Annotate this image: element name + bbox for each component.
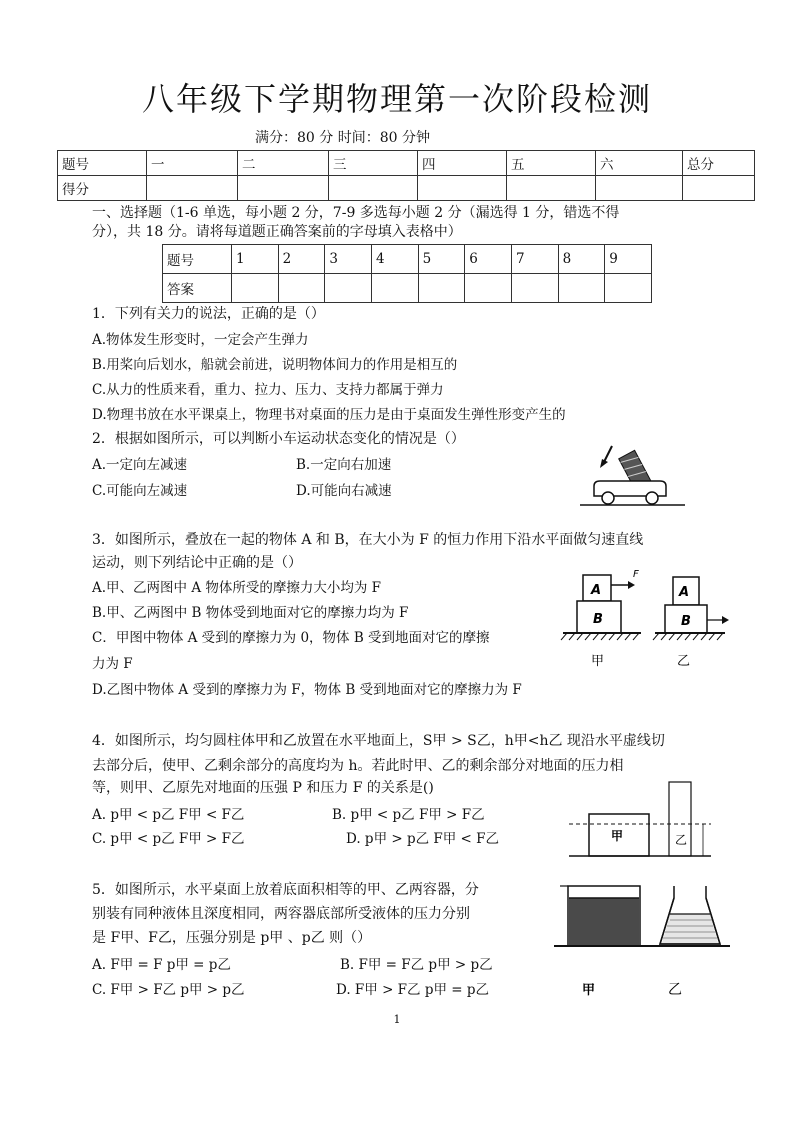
score-header-cell: 总分 — [683, 151, 755, 176]
answer-header-cell: 3 — [325, 245, 372, 274]
fig-label-yi: 乙 — [677, 654, 691, 669]
fig-label-a: A — [591, 583, 602, 598]
fig-label-yi: 乙 — [668, 982, 682, 998]
fig-label-b2: B — [681, 614, 691, 629]
fig-label-jia: 甲 — [582, 983, 596, 998]
answer-header-cell: 4 — [371, 245, 418, 274]
answer-header-cell: 7 — [511, 245, 558, 274]
score-header-cell: 一 — [147, 151, 238, 176]
answer-row-label: 答案 — [163, 274, 232, 303]
score-header-cell: 四 — [418, 151, 507, 176]
question-1-option-b: B.用桨向后划水，船就会前进，说明物体间力的作用是相互的 — [92, 357, 458, 373]
question-2-stem: 2．根据如图所示，可以判断小车运动状态变化的情况是（） — [92, 431, 465, 447]
score-table-row — [58, 176, 755, 201]
score-table-header-row — [58, 151, 755, 176]
score-header-cell: 五 — [507, 151, 596, 176]
fig-label-f: F — [633, 569, 639, 580]
score-cell[interactable] — [238, 176, 329, 201]
cylinders-figure — [565, 778, 715, 860]
question-3-stem: 运动，则下列结论中正确的是（） — [92, 555, 302, 571]
answer-header-cell: 题号 — [163, 245, 232, 274]
question-1-option-d: D.物理书放在水平课桌上，物理书对桌面的压力是由于桌面发生弹性形变产生的 — [92, 407, 566, 423]
fig-label-jia: 甲 — [591, 654, 605, 669]
question-4-stem: 去部分后，使甲、乙剩余部分的高度均为 h。若此时甲、乙的剩余部分对地面的压力相 — [92, 758, 624, 774]
question-2-option-b: B.一定向右加速 — [296, 457, 392, 473]
score-cell[interactable] — [147, 176, 238, 201]
fig-label-a2: A — [679, 585, 690, 600]
page-number: 1 — [393, 1013, 401, 1026]
cart-figure — [560, 440, 705, 512]
question-5-stem: 是 F甲、F乙，压强分别是 p甲 、p乙 则（） — [92, 930, 372, 946]
answer-header-cell: 9 — [605, 245, 652, 274]
page-title: 八年级下学期物理第一次阶段检测 — [141, 80, 652, 118]
answer-cell[interactable] — [232, 274, 279, 303]
answer-header-cell: 6 — [465, 245, 512, 274]
answer-header-cell: 5 — [418, 245, 465, 274]
question-3-option-d: D.乙图中物体 A 受到的摩擦力为 F，物体 B 受到地面对它的摩擦力为 F — [92, 682, 522, 698]
question-3-option-a: A.甲、乙两图中 A 物体所受的摩擦力大小均为 F — [92, 580, 382, 596]
answer-cell[interactable] — [558, 274, 605, 303]
score-row-label: 得分 — [58, 176, 147, 201]
answer-header-cell: 1 — [232, 245, 279, 274]
fig-label-yi: 乙 — [675, 833, 688, 847]
question-3-option-b: B.甲、乙两图中 B 物体受到地面对它的摩擦力均为 F — [92, 605, 409, 621]
answer-table-header-row — [163, 245, 652, 274]
question-3-option-c-cont: 力为 F — [92, 656, 133, 672]
section-instructions: 分），共 18 分。请将每道题正确答案前的字母填入表格中） — [92, 224, 462, 240]
answer-header-cell: 8 — [558, 245, 605, 274]
question-3-stem: 3．如图所示，叠放在一起的物体 A 和 B，在大小为 F 的恒力作用下沿水平面做匀速直线 — [92, 532, 644, 548]
question-2-option-a: A.一定向左减速 — [92, 457, 188, 473]
containers-figure — [552, 878, 732, 1000]
answer-header-cell: 2 — [278, 245, 325, 274]
answer-cell[interactable] — [418, 274, 465, 303]
question-5-option-d: D. F甲 > F乙 p甲 = p乙 — [336, 982, 490, 998]
fig-label-b: B — [593, 612, 603, 627]
question-4-option-b: B. p甲 < p乙 F甲 > F乙 — [332, 807, 485, 823]
question-1-option-c: C.从力的性质来看，重力、拉力、压力、支持力都属于弹力 — [92, 382, 444, 398]
question-3-option-c: C．甲图中物体 A 受到的摩擦力为 0，物体 B 受到地面对它的摩擦 — [92, 630, 490, 646]
score-header-cell: 六 — [596, 151, 683, 176]
score-cell[interactable] — [507, 176, 596, 201]
question-5-option-a: A. F甲 = F p甲 = p乙 — [92, 957, 231, 973]
answer-cell[interactable] — [278, 274, 325, 303]
question-4-stem: 4．如图所示，均匀圆柱体甲和乙放置在水平地面上，S甲 > S乙，h甲<h乙 现沿水平虚线切 — [92, 733, 665, 749]
answer-table-row — [163, 274, 652, 303]
score-cell[interactable] — [329, 176, 418, 201]
answer-table — [162, 244, 652, 303]
answer-cell[interactable] — [371, 274, 418, 303]
question-5-stem: 别装有同种液体且深度相同，两容器底部所受液体的压力分别 — [92, 906, 470, 922]
question-5-option-b: B. F甲 = F乙 p甲 > p乙 — [340, 957, 493, 973]
exam-info: 满分：80 分 时间：80 分钟 — [255, 130, 430, 146]
question-1-stem: 1．下列有关力的说法，正确的是（） — [92, 306, 325, 322]
score-cell[interactable] — [596, 176, 683, 201]
blocks-figure — [555, 565, 745, 675]
fig-label-jia: 甲 — [611, 829, 624, 843]
score-header-cell: 题号 — [58, 151, 147, 176]
answer-cell[interactable] — [605, 274, 652, 303]
question-1-option-a: A.物体发生形变时，一定会产生弹力 — [92, 332, 309, 348]
score-cell[interactable] — [683, 176, 755, 201]
answer-cell[interactable] — [511, 274, 558, 303]
score-cell[interactable] — [418, 176, 507, 201]
question-4-stem: 等，则甲、乙原先对地面的压强 P 和压力 F 的关系是() — [92, 780, 434, 796]
section-instructions: 一、选择题（1-6 单选，每小题 2 分，7-9 多选每小题 2 分（漏选得 1 分，错选不得 — [92, 205, 620, 221]
question-5-option-c: C. F甲 > F乙 p甲 > p乙 — [92, 982, 245, 998]
question-4-option-c: C. p甲 < p乙 F甲 > F乙 — [92, 831, 245, 847]
question-5-stem: 5．如图所示，水平桌面上放着底面积相等的甲、乙两容器，分 — [92, 882, 479, 898]
score-header-cell: 三 — [329, 151, 418, 176]
answer-cell[interactable] — [465, 274, 512, 303]
question-4-option-a: A. p甲 < p乙 F甲 < F乙 — [92, 807, 245, 823]
question-4-option-d: D. p甲 > p乙 F甲 < F乙 — [346, 831, 500, 847]
question-2-option-d: D.可能向右减速 — [296, 483, 392, 499]
answer-cell[interactable] — [325, 274, 372, 303]
score-header-cell: 二 — [238, 151, 329, 176]
question-2-option-c: C.可能向左减速 — [92, 483, 188, 499]
score-table — [57, 150, 755, 201]
